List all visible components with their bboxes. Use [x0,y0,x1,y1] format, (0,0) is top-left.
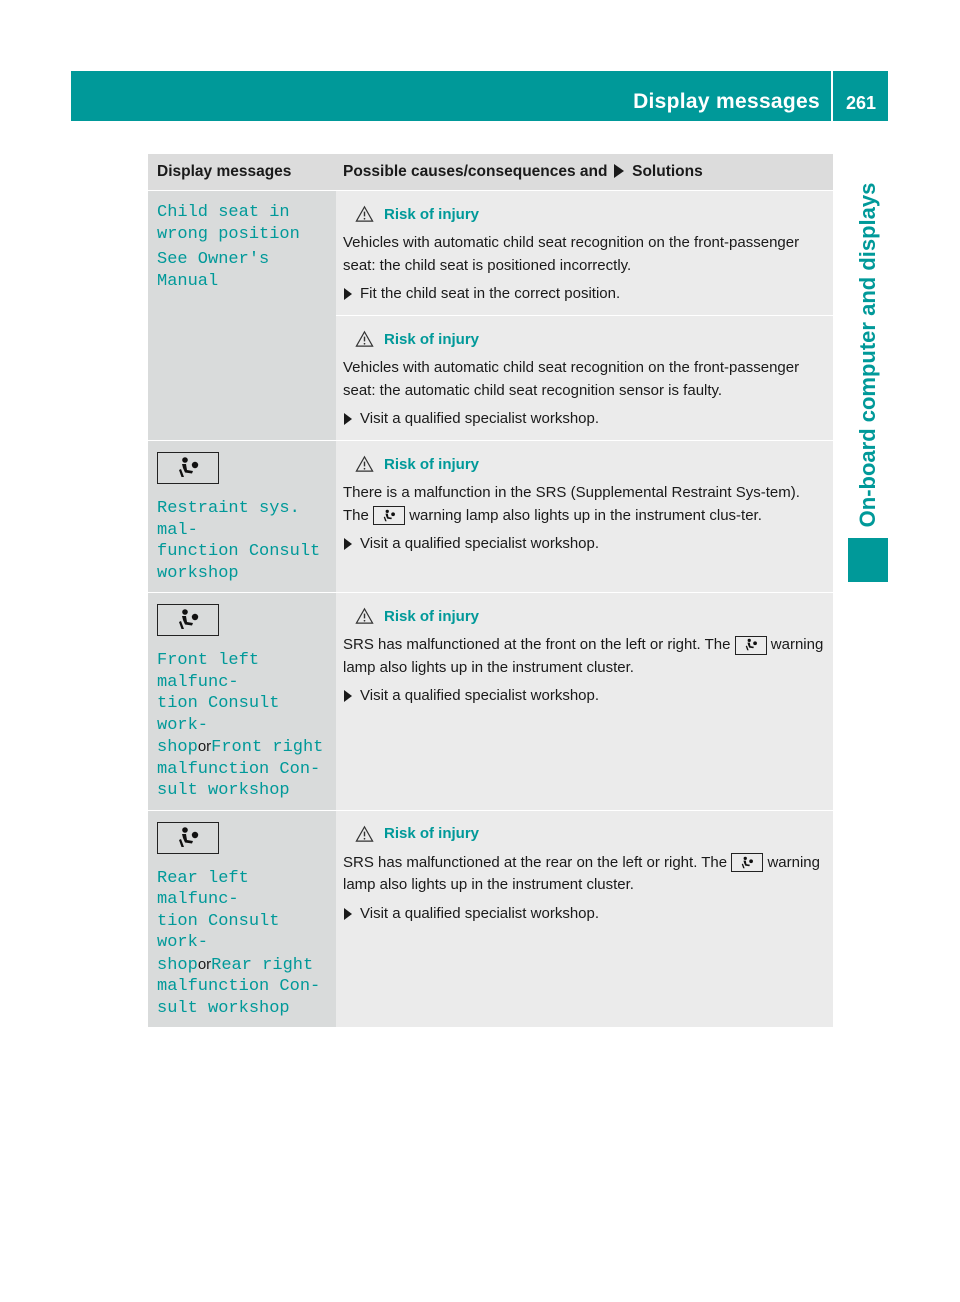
step-text: Visit a qualified specialist workshop. [360,904,600,922]
warning-triangle-icon [355,330,374,348]
table-row [148,811,833,1029]
message-line: tion Consult work‐ [157,911,280,952]
solution-step [343,533,825,555]
warning-title: Risk of injury [384,455,480,473]
message-line [157,736,328,759]
cause-text-part: warning lamp also lights up in the instrument cluster. [343,853,820,893]
cause-text [343,634,825,679]
message-line: workshop [157,563,239,583]
warning-heading [355,825,825,843]
or-text: or [197,738,212,755]
warning-title: Risk of injury [384,607,480,625]
warning-triangle-icon [355,455,374,473]
step-arrow-icon [344,413,352,425]
srs-lamp-indicator [157,452,219,484]
solution-block [336,191,833,316]
header-divider [831,71,833,121]
message-line: wrong position [157,224,300,244]
solution-arrow-icon [614,164,624,178]
srs-lamp-inline [373,506,405,525]
cause-text [343,852,825,897]
message-line: Restraint sys. mal‐ [157,499,300,540]
warning-heading [355,205,825,223]
side-tab [848,130,888,580]
or-text: or [197,955,212,973]
message-cell [148,811,336,1028]
cause-text-part: warning lamp also lights up in the instrument clus-ter. [409,506,762,524]
step-text: Visit a qualified specialist workshop. [360,535,600,552]
warning-triangle-icon [355,607,374,625]
solution-step [343,283,825,305]
message-line [157,954,328,977]
message-line: Front left malfunc‐ [157,651,260,692]
column-header-causes-solutions [336,154,833,190]
message-line: malfunction Con‐ [157,977,321,996]
message-cell [148,441,336,592]
step-arrow-icon [344,690,352,702]
message-line: sult workshop [157,781,290,800]
cause-text-part: There is a malfunction in the SRS (Supplemental Restraint Sys-tem). The [343,484,800,524]
srs-airbag-lamp-icon [176,456,200,480]
message-line: Rear left malfunc‐ [157,868,249,909]
cause-text: Vehicles with automatic child seat recognition on the front-passenger seat: the child seat is positioned incorrectly. [343,234,800,274]
message-line: function Consult [157,542,321,561]
warning-title: Risk of injury [384,205,480,223]
message-line: See Owner's Manual [157,250,270,291]
table-row [148,441,833,593]
display-messages-table [148,154,833,1028]
message-line: sult workshop [157,998,290,1018]
message-text: Front right [211,738,324,757]
message-line: tion Consult work‐ [157,694,280,735]
solution-cell [336,811,833,1028]
srs-lamp-inline [731,853,763,872]
message-text: shop [157,738,198,757]
solution-cell [336,191,833,440]
message-cell [148,593,336,810]
srs-airbag-lamp-icon [382,509,396,523]
message-text: shop [157,955,198,975]
solution-block [336,441,833,565]
warning-heading [355,455,825,473]
srs-airbag-lamp-icon [744,638,758,652]
srs-airbag-lamp-icon [176,826,200,850]
cause-text [343,482,825,527]
srs-lamp-inline [735,636,767,655]
step-text: Visit a qualified specialist workshop. [360,687,600,704]
step-text: Fit the child seat in the correct position. [360,285,621,302]
srs-lamp-indicator [157,822,219,854]
page-section-title: Display messages [633,90,820,113]
cause-text-part: SRS has malfunctioned at the rear on the left or right. The [343,853,728,871]
table-row [148,593,833,811]
warning-title: Risk of injury [384,330,480,348]
step-text: Visit a qualified specialist workshop. [360,410,600,427]
cause-text-part: warning lamp also lights up in the instrument cluster. [343,636,824,676]
srs-airbag-lamp-icon [740,856,754,870]
solution-cell [336,441,833,592]
warning-heading [355,330,825,348]
warning-triangle-icon [355,825,374,843]
warning-heading [355,607,825,625]
message-text: Rear right [211,955,314,975]
solution-cell [336,593,833,810]
header-bar [71,71,888,121]
message-cell [148,191,336,440]
solution-step [343,408,825,430]
srs-lamp-indicator [157,604,219,636]
solution-block [336,316,833,440]
column-header-solutions: Solutions [632,163,703,180]
solution-step [343,685,825,707]
column-header-causes: Possible causes/consequences and [343,163,608,180]
message-line: malfunction Con‐ [157,759,321,779]
side-tab-label: On-board computer and displays [855,182,880,528]
solution-block [336,811,833,935]
side-tab-marker [848,538,888,582]
column-header-display-messages: Display messages [157,163,292,180]
table-header [148,154,833,191]
page-number: 261 [845,93,877,113]
step-arrow-icon [344,538,352,550]
cause-text-part: SRS has malfunctioned at the front on the left or right. The [343,636,731,653]
step-arrow-icon [344,288,352,300]
step-arrow-icon [344,908,352,920]
solution-step [343,903,825,925]
solution-block [336,593,833,717]
srs-airbag-lamp-icon [176,608,200,632]
warning-triangle-icon [355,205,374,223]
message-line: Child seat in [157,203,290,222]
warning-title: Risk of injury [384,825,480,842]
cause-text: Vehicles with automatic child seat recognition on the front-passenger seat: the automatic child seat recognition sensor is faulty. [343,359,800,399]
table-row [148,191,833,441]
